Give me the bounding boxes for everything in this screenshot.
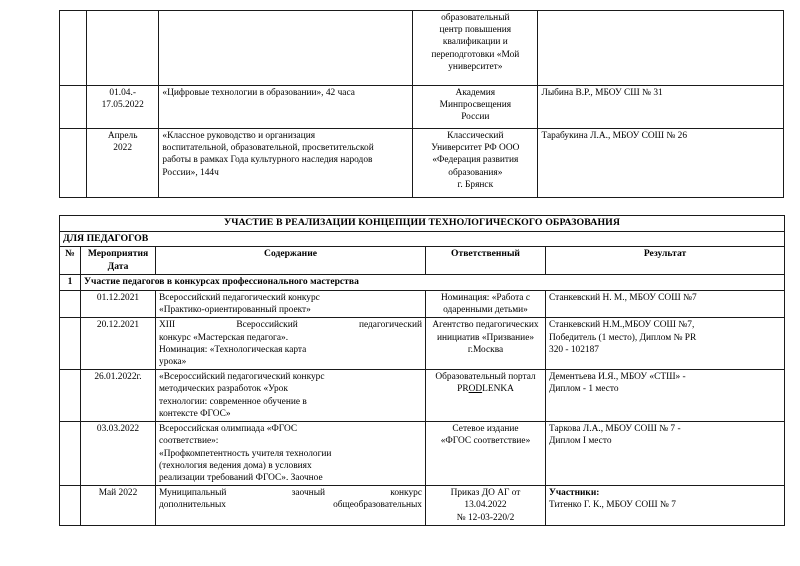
content-line: «Практико-ориентированный проект» — [159, 305, 311, 316]
cell-num — [60, 290, 81, 317]
org-line: образовательный — [441, 13, 510, 23]
result-line: Станкевский Н.М.,МБОУ СОШ №7, — [549, 320, 695, 331]
responsible-line: «ФГОС соответствие» — [440, 436, 531, 447]
result-line: Дементьева И.Я., МБОУ «СТШ» - — [549, 372, 686, 383]
content-line-justified: дополнительных общеобразовательных — [159, 500, 422, 511]
participant-line: Тарабукина Л.А., МБОУ СОШ № 26 — [541, 131, 688, 141]
result-line: Таркова Л.А., МБОУ СОШ № 7 - — [549, 424, 681, 435]
responsible-line: г.Москва — [467, 344, 504, 355]
responsible-line: № 12-03-220/2 — [456, 512, 515, 523]
org-line: России — [461, 112, 490, 123]
header-date: Дата — [107, 260, 129, 272]
section-label: Участие педагогов в конкурсах профессионального мастерства — [81, 275, 785, 290]
result-label-bold: Участники: — [549, 488, 600, 499]
cell-content — [156, 486, 426, 526]
cell-content — [156, 290, 426, 317]
content-line-justified: XIII Всероссийский педагогический — [159, 320, 422, 331]
participant-line: Лыбина В.Р., МБОУ СШ № 31 — [541, 88, 663, 98]
content-line: методических разработок «Урок — [159, 384, 288, 395]
content-line: Номинация: «Технологическая карта — [159, 344, 307, 355]
continued-table-body — [60, 11, 784, 198]
cell-content — [156, 318, 426, 370]
cell-date — [86, 11, 159, 86]
table-title-row — [60, 216, 785, 232]
cell-content — [156, 422, 426, 486]
org-line: г. Брянск — [457, 179, 494, 190]
table-row — [60, 129, 784, 198]
table-subtitle-row — [60, 231, 785, 247]
table-subtitle: ДЛЯ ПЕДАГОГОВ — [60, 231, 785, 247]
org-line: квалификации и — [442, 37, 508, 48]
cell-organization — [413, 11, 538, 86]
table-row — [60, 422, 785, 486]
content-line: России», 144ч — [162, 167, 219, 178]
org-line: центр повышения — [439, 25, 512, 36]
cell-date: Май 2022 — [81, 486, 156, 526]
cell-date: 01.12.2021 — [81, 290, 156, 317]
cell-responsible — [426, 422, 546, 486]
cell-responsible — [426, 318, 546, 370]
org-line: университет» — [448, 61, 503, 72]
responsible-line: Агентство педагогических — [432, 320, 539, 331]
org-line: переподготовки «Мой — [431, 49, 520, 60]
content-line: «Цифровые технологии в образовании», 42 часа — [162, 88, 355, 98]
date-line: 01.04.- — [109, 88, 136, 98]
result-line: Диплом I место — [549, 436, 612, 447]
cell-participant — [538, 11, 784, 86]
header-num: № — [60, 247, 81, 275]
cell-content — [159, 86, 413, 129]
header-content: Содержание — [156, 247, 426, 275]
org-line: Классический — [447, 131, 504, 141]
content-line: «Профкомпетентность учителя технологии — [159, 448, 332, 459]
cell-participant — [538, 86, 784, 129]
cell-date — [86, 129, 159, 198]
cell-content — [156, 370, 426, 422]
cell-date: 20.12.2021 — [81, 318, 156, 370]
responsible-line: Сетевое издание — [452, 424, 519, 435]
cell-date: 26.01.2022г. — [81, 370, 156, 422]
content-line: соответствие»: — [159, 436, 219, 447]
table-section-row — [60, 275, 785, 290]
header-event: Мероприятия — [87, 248, 149, 260]
result-line: 320 - 102187 — [549, 344, 599, 355]
cell-content — [159, 11, 413, 86]
cell-num — [60, 422, 81, 486]
date-line: Апрель — [107, 131, 138, 141]
content-line: «Всероссийский педагогический конкурс — [159, 372, 325, 383]
org-line: образования» — [448, 167, 503, 178]
content-line: контексте ФГОС» — [159, 408, 231, 419]
cell-num — [60, 129, 87, 198]
tech-table-body — [60, 216, 785, 526]
org-line: «Федерация развития — [432, 155, 519, 166]
table-row — [60, 11, 784, 86]
responsible-line: Образовательный портал — [435, 372, 536, 383]
continued-courses-table — [59, 10, 784, 198]
org-line: Университет РФ ООО — [431, 143, 520, 154]
portal-underline-segment: OD — [468, 384, 483, 395]
cell-responsible — [426, 290, 546, 317]
cell-num — [60, 11, 87, 86]
content-line: воспитательной, образовательной, просветительской — [162, 143, 374, 154]
table-row — [60, 290, 785, 317]
cell-responsible — [426, 370, 546, 422]
table-row — [60, 486, 785, 526]
responsible-line: Приказ ДО АГ от 13.04.2022 — [450, 488, 521, 511]
technology-education-table — [59, 215, 785, 526]
cell-organization — [413, 86, 538, 129]
header-event-date — [81, 247, 156, 275]
cell-date: 03.03.2022 — [81, 422, 156, 486]
date-line: 2022 — [113, 143, 133, 154]
cell-date — [86, 86, 159, 129]
result-line: Диплом - 1 место — [549, 384, 619, 395]
result-line: Станкевский Н. М., МБОУ СОШ №7 — [549, 292, 697, 303]
content-line-justified: Муниципальный заочный конкурс — [159, 488, 422, 499]
header-result: Результат — [546, 247, 785, 275]
result-line: Титенко Г. К., МБОУ СОШ № 7 — [549, 500, 676, 511]
date-line: 17.05.2022 — [101, 100, 144, 111]
cell-content — [159, 129, 413, 198]
content-line: реализации требований ФГОС». Заочное — [159, 472, 323, 483]
result-line: Победитель (1 место), Диплом № PR — [549, 332, 697, 343]
cell-result — [546, 370, 785, 422]
table-row — [60, 318, 785, 370]
section-number: 1 — [60, 275, 81, 290]
responsible-line: одаренными детьми» — [443, 305, 528, 316]
cell-num — [60, 370, 81, 422]
cell-result — [546, 318, 785, 370]
responsible-portal-name: PRODLENKA — [457, 384, 514, 395]
content-line: (технология ведения дома) в условиях — [159, 460, 312, 471]
table-header-row — [60, 247, 785, 275]
content-line: технологии: современное обучение в — [159, 396, 307, 407]
cell-result — [546, 422, 785, 486]
content-line: Всероссийский педагогический конкурс — [159, 292, 320, 303]
cell-num — [60, 486, 81, 526]
cell-num — [60, 318, 81, 370]
content-line: конкурс «Мастерская педагога». — [159, 332, 289, 343]
cell-participant — [538, 129, 784, 198]
content-line: Всероссийская олимпиада «ФГОС — [159, 424, 298, 435]
table-row — [60, 86, 784, 129]
cell-num — [60, 86, 87, 129]
content-line: «Классное руководство и организация — [162, 131, 316, 141]
table-row — [60, 370, 785, 422]
content-line: работы в рамках Года культурного наследия народов — [162, 155, 373, 166]
table-title: УЧАСТИЕ В РЕАЛИЗАЦИИ КОНЦЕПЦИИ ТЕХНОЛОГИЧЕСКОГО ОБРАЗОВАНИЯ — [60, 216, 785, 232]
content-line: урока» — [159, 356, 187, 367]
responsible-line: инициатив «Призвание» — [436, 332, 535, 343]
responsible-line: Номинация: «Работа с — [441, 292, 530, 303]
cell-responsible — [426, 486, 546, 526]
cell-result — [546, 290, 785, 317]
org-line: Минпросвещения — [439, 100, 512, 111]
org-line: Академия — [455, 88, 496, 98]
cell-organization — [413, 129, 538, 198]
cell-result — [546, 486, 785, 526]
header-responsible: Ответственный — [426, 247, 546, 275]
